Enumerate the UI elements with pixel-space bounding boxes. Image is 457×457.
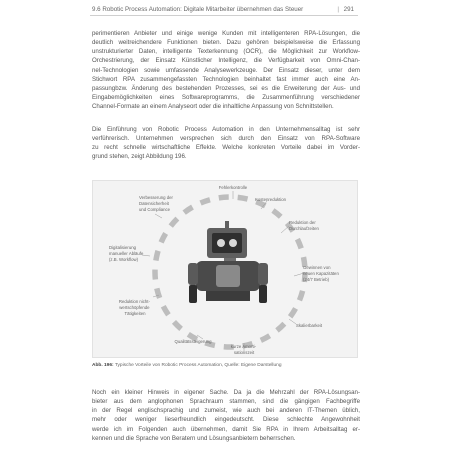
paragraph-line: zu recht schnelle wirtschaftliche Effekte. Welche konkreten Vorteile dabei im Vorder-	[92, 144, 360, 152]
paragraph-line: perimentieren Anbieter und einige wenige Kunden mit intelligenteren RPA-Lösungen, die	[92, 30, 360, 37]
paragraph-2	[92, 125, 360, 162]
paragraph-3	[92, 388, 360, 443]
running-head-left	[92, 6, 303, 13]
paragraph-line: deutlich weitreichendere Funktionen bieten. Dazu gehören beispielsweise die Erfassung	[92, 39, 360, 47]
label-datensicherheit: Verbesserung der Datensicherheit und Compliance	[139, 195, 173, 212]
caption-text: Typische Vorteile von Robotic Process Automation, Quelle: Eigene Darstellung	[114, 363, 282, 368]
paragraph-line: passungbzw. Änderung des bestehenden Prozesses, sei es die Erweiterung der Aus- und	[92, 84, 360, 92]
paragraph-line: Noch ein kleiner Hinweis in eigener Sache. Da ja die Mehrzahl der RPA-Lösungsan-	[92, 389, 360, 396]
section-number: 9.6	[92, 6, 101, 13]
paragraph-1	[92, 29, 360, 111]
paragraph-line: Orchestrierung, der Einsatz Künstlicher Intelligenz, die Verfügbarkeit von Omni-Chan-	[92, 57, 360, 65]
label-qualitaetssteigerung: Qualitätssteigerung	[174, 339, 212, 344]
label-reduktion-taetigkeiten: Reduktion nicht- wertschöpfende Tätigkeiten	[118, 299, 150, 316]
paragraph-line: mehr oder weniger lieserfreundlich eingedeutscht. Diese schlechte Angewohnheit	[92, 416, 360, 424]
paragraph-line: nel-Technologien sowie umfassende Analysewerkzeuge. Der Einsatz dieser, unter dem	[92, 66, 360, 74]
label-digitalisierung: Digitalisierung manueller Abläufe (z.B. Workflow)	[109, 245, 144, 262]
paragraph-line: Eingabemöglichkeiten eines Softwareprogramms, die Zusammenführung verschiedener	[92, 94, 360, 102]
running-head-right	[334, 6, 354, 13]
section-title: Robotic Process Automation: Digitale Mitarbeiter übernehmen das Steuer	[102, 6, 304, 13]
figure-box	[92, 180, 358, 358]
paragraph-line: werde ich im Folgenden auch übernehmen, damit Sie RPA in Ihrem Arbeitsalltag er-	[92, 425, 360, 433]
label-gewinnen-kapazitaeten: Gewinnen von neuen Kapazitäten (24/7 Betrieb)	[303, 265, 339, 282]
paragraph-line: Die Einführung von Robotic Process Automation in den Unternehmensalltag ist sehr	[92, 126, 360, 133]
rpa-benefits-diagram	[93, 181, 359, 359]
label-fehlerkontrolle: Fehlerkontrolle	[218, 185, 248, 190]
label-durchlaufzeiten: Reduktion der Durchlaufzeiten	[289, 220, 319, 231]
paragraph-line: in der Regel englischsprachig und zumeist, wie auch bei anderen IT-Themen üblich,	[92, 407, 360, 415]
label-kostenreduktion: Kostenreduktion	[255, 197, 287, 202]
label-skalierbarkeit: Skalierbarkeit	[296, 323, 323, 328]
figure-caption	[92, 363, 358, 368]
running-head	[92, 6, 354, 13]
paragraph-line: unstrukturierter Daten, intelligente Texterkennung (OCR), die Möglichkeit zur Workflow-	[92, 48, 360, 56]
paragraph-line: grund stehen, zeigt Abbildung 196.	[92, 153, 187, 161]
paragraph-line: verführerisch. Unternehmen versprechen sich durch den Einsatz von RPA-Software	[92, 135, 360, 143]
paragraph-line: Stichwort RPA zusammengefassten Technologien beinhaltet fast immer auch eine An-	[92, 75, 360, 83]
label-amortisation: kurze Amorti- sationszeit	[230, 344, 257, 355]
header-separator: |	[337, 6, 339, 13]
robot-icon	[188, 221, 268, 303]
paragraph-line: bieter aus dem anglophonen Sprachraum stammen, sind die gängigen Fachbegriffe	[92, 398, 360, 406]
paragraph-line: Channel-Formate an einem Analyseort oder die inhaltliche Anpassung von Schnittstellen.	[92, 103, 334, 111]
page-number: 291	[343, 6, 354, 13]
caption-number: Abb. 196:	[92, 363, 114, 368]
header-rule	[90, 15, 358, 16]
paragraph-line: kennen und die Sprache von Beratern und Lösungsanbietern beherrschen.	[92, 434, 296, 442]
